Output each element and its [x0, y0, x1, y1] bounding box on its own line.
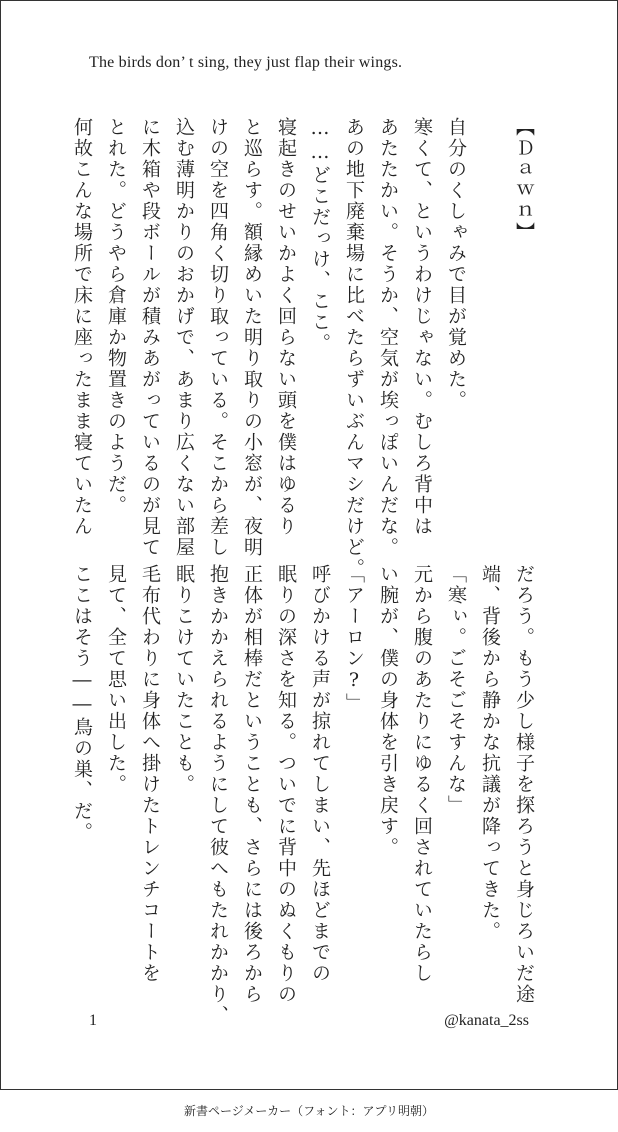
text-line: 毛布代わりに身体へ掛けたトレンチコートを	[139, 564, 161, 984]
text-block-top	[65, 117, 541, 579]
text-line: あたたかい。そうか、空気が埃っぽいんだな。	[377, 117, 399, 558]
text-line: 見て、全て思い出した。	[105, 564, 127, 795]
text-line: 寒くて、というわけじゃない。むしろ背中は	[411, 117, 433, 537]
text-line: 「寒ぃ。ごそごそすんな」	[445, 564, 467, 816]
text-line: 元から腹のあたりにゆるく回されていたらし	[411, 564, 433, 984]
text-line: 眠りこけていたことも。	[173, 564, 195, 795]
text-line: に木箱や段ボールが積みあがっているのが見て	[139, 117, 161, 558]
text-line: い腕が、僕の身体を引き戻す。	[377, 564, 399, 858]
text-line: だろう。もう少し様子を探ろうと身じろいだ途	[513, 564, 535, 1005]
text-line: 自分のくしゃみで目が覚めた。	[445, 117, 467, 411]
text-line: とれた。どうやら倉庫か物置きのようだ。	[105, 117, 127, 516]
page-number: 1	[89, 1012, 97, 1029]
text-line: 呼びかける声が掠れてしまい、先ほどまでの	[309, 564, 331, 984]
author-handle: @kanata_2ss	[444, 1012, 529, 1029]
text-line: と巡らす。額縁めいた明り取りの小窓が、夜明	[241, 117, 263, 558]
footer-caption: 新書ページメーカー（フォント：アプリ明朝）	[183, 1104, 435, 1118]
text-line: ここはそう――鳥の巣、だ。	[71, 564, 93, 843]
text-line: ……どこだっけ、ここ。	[309, 117, 331, 354]
text-line: 【Ｄａｗｎ】	[513, 117, 535, 243]
running-header: The birds don’ t sing, they just flap their wings.	[89, 54, 403, 71]
text-line: 込む薄明かりのおかげで、あまり広くない部屋	[173, 117, 195, 558]
text-line: 「アーロン?」	[343, 564, 365, 714]
text-line: あの地下廃棄場に比べたらずいぶんマシだけど。	[343, 117, 365, 579]
text-line: けの空を四角く切り取っている。そこから差し	[207, 117, 229, 558]
text-line: 端、背後から静かな抗議が降ってきた。	[479, 564, 501, 942]
text-line: 正体が相棒だということも、さらには後ろから	[241, 564, 263, 1005]
text-line: 何故こんな場所で床に座ったまま寝ていたん	[71, 117, 93, 537]
text-line	[473, 117, 507, 527]
text-line: 抱きかかえられるようにして彼へもたれかかり、	[207, 564, 229, 1026]
text-line: 寝起きのせいかよく回らない頭を僕はゆるり	[275, 117, 297, 537]
text-line: 眠りの深さを知る。ついでに背中のぬくもりの	[275, 564, 297, 1005]
